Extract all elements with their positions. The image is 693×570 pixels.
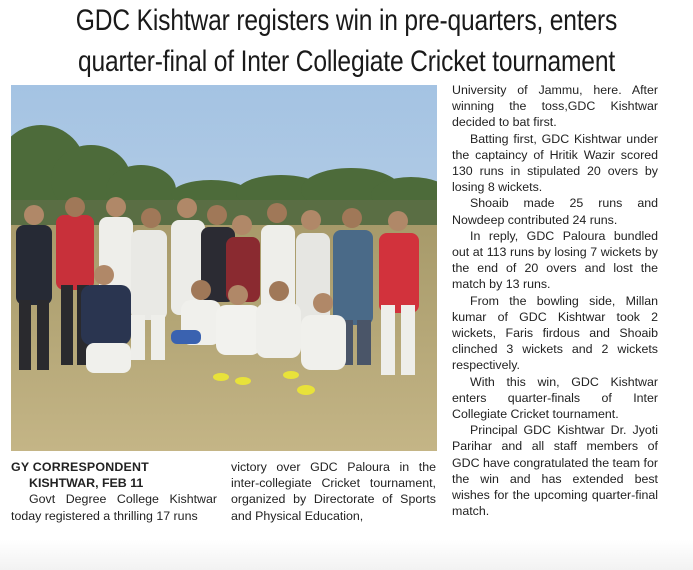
paragraph: Principal GDC Kishtwar Dr. Jyoti Parihar and all staff members of GDC have congratulated the team for the win and has extended best wishes for the upcoming quarter-final match. bbox=[452, 423, 658, 519]
paragraph: Govt Degree College Kishtwar today registered a thrilling 17 runs bbox=[11, 492, 217, 523]
page-bottom-margin bbox=[0, 540, 693, 570]
paragraph: Batting first, GDC Kishtwar under the captaincy of Hritik Wazir scored 130 runs in stipulated 20 overs by losing 8 wickets. bbox=[452, 131, 658, 195]
paragraph: From the bowling side, Millan kumar of GDC Kishtwar took 2 wickets, Faris firdous and Shoaib clinched 3 wickets and 2 wickets respectively. bbox=[452, 293, 658, 373]
paragraph: With this win, GDC Kishtwar enters quarter-finals of Inter Collegiate Cricket tournament. bbox=[452, 374, 658, 422]
paragraph: University of Jammu, here. After winning the toss,GDC Kishtwar decided to bat first. bbox=[452, 83, 658, 130]
article-column-right bbox=[452, 82, 658, 519]
headline-line-2: quarter-final of Inter Collegiate Cricket tournament bbox=[77, 45, 616, 78]
dateline: KISHTWAR, FEB 11 bbox=[29, 476, 144, 491]
paragraph: In reply, GDC Paloura bundled out at 113 runs by losing 7 wickets by the end of 20 overs and lost the match by 13 runs. bbox=[452, 228, 658, 292]
article-column-left bbox=[11, 459, 217, 524]
paragraph: victory over GDC Paloura in the inter-collegiate Cricket tournament, organized by Directorate of Sports and Physical Education, bbox=[231, 460, 436, 523]
paragraph: Shoaib made 25 runs and Nowdeep contributed 24 runs. bbox=[452, 196, 658, 227]
byline: GY CORRESPONDENT bbox=[11, 460, 149, 474]
headline-line-1: GDC Kishtwar registers win in pre-quarters, enters bbox=[75, 4, 618, 37]
team-photo bbox=[11, 85, 437, 451]
article-column-middle bbox=[231, 459, 436, 524]
